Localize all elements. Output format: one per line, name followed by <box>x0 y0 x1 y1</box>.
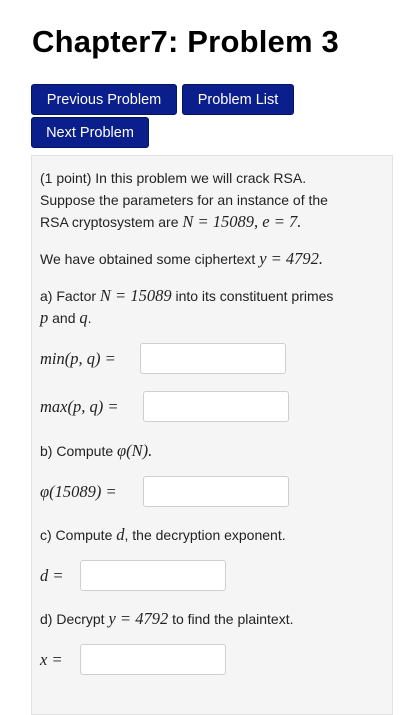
intro-line-2: Suppose the parameters for an instance of the <box>40 192 328 208</box>
min-label: min(p, q) = <box>40 349 116 368</box>
part-a-line-1: a) Factor N = 15089 into its constituent primes <box>40 286 334 305</box>
x-input[interactable] <box>80 644 226 675</box>
ciphertext-line: We have obtained some ciphertext y = 4792. <box>40 249 324 268</box>
intro-line-1: (1 point) In this problem we will crack RSA. <box>40 170 307 186</box>
phi-label: φ(15089) = <box>40 482 117 501</box>
phi-input[interactable] <box>143 476 289 507</box>
d-label: d = <box>40 566 64 585</box>
max-label: max(p, q) = <box>40 397 119 416</box>
part-d-line: d) Decrypt y = 4792 to find the plaintext. <box>40 609 294 628</box>
part-b-line: b) Compute φ(N). <box>40 441 153 460</box>
previous-problem-button[interactable]: Previous Problem <box>31 84 177 115</box>
problem-panel <box>31 155 393 715</box>
page-title: Chapter7: Problem 3 <box>32 24 339 59</box>
min-input[interactable] <box>140 343 286 374</box>
next-problem-button[interactable]: Next Problem <box>31 117 149 148</box>
d-input[interactable] <box>80 560 226 591</box>
max-input[interactable] <box>143 391 289 422</box>
intro-line-3: RSA cryptosystem are N = 15089, e = 7. <box>40 212 302 231</box>
problem-list-button[interactable]: Problem List <box>182 84 294 115</box>
part-a-line-2: p and q. <box>40 308 92 327</box>
x-label: x = <box>40 650 63 669</box>
part-c-line: c) Compute d, the decryption exponent. <box>40 525 286 544</box>
